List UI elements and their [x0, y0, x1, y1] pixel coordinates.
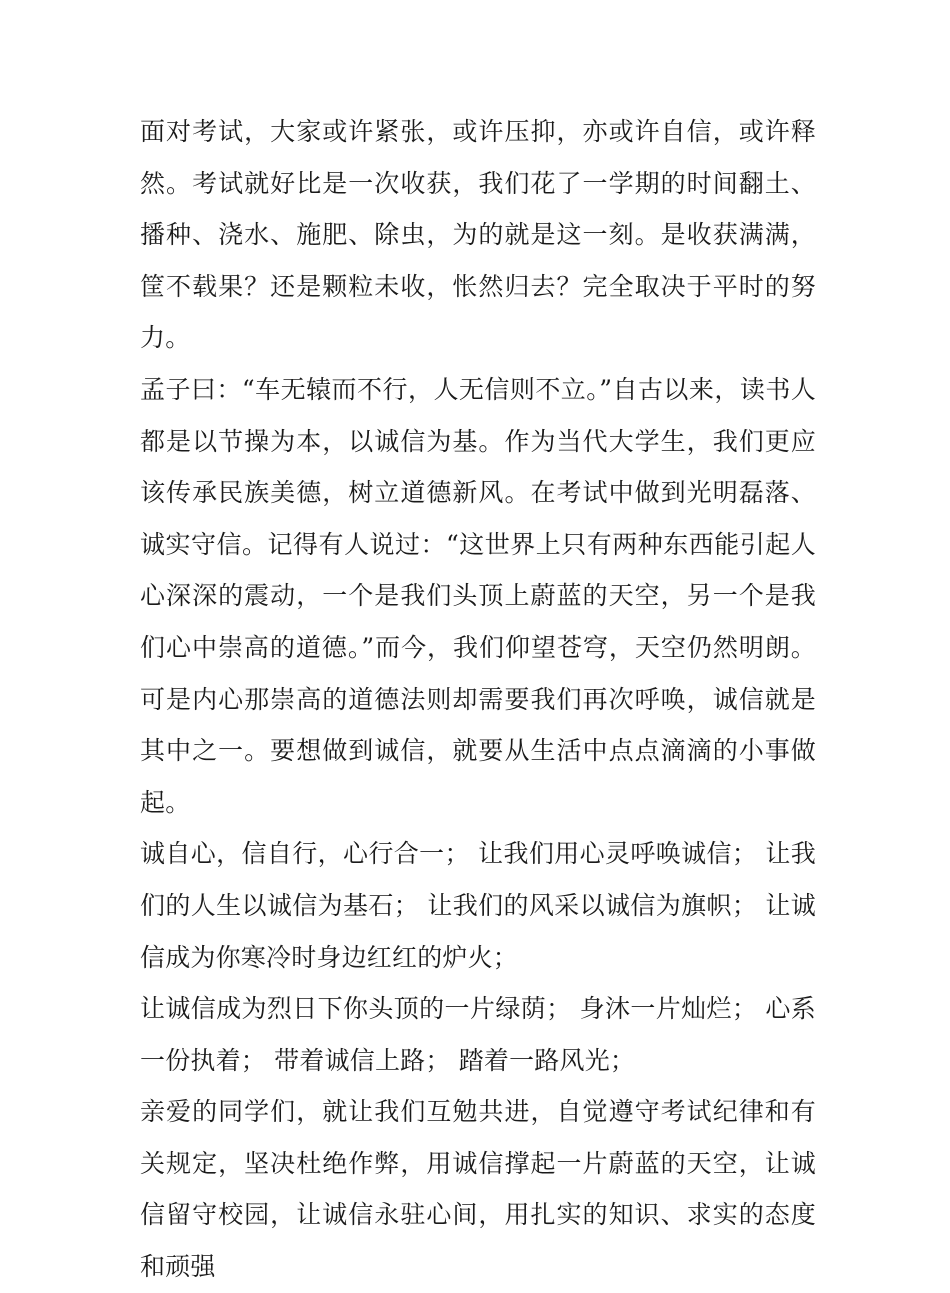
paragraph-integrity-shade: 让诚信成为烈日下你头顶的一片绿荫； 身沐一片灿烂； 心系一份执着； 带着诚信上路； 踏着一路风光；	[140, 994, 816, 1075]
paragraph-classmates-appeal: 亲爱的同学们，就让我们互勉共进，自觉遵守考试纪律和有关规定，坚决杜绝作弊，用诚信撑起一片蔚蓝的天空，让诚信留守校园，让诚信永驻心间，用扎实的知识、求实的态度和顽强	[140, 1097, 816, 1282]
document-body	[140, 106, 816, 1293]
paragraph-mencius-quote: 孟子曰：“车无辕而不行，人无信则不立。”自古以来，读书人都是以节操为本，以诚信为基。作为当代大学生，我们更应该传承民族美德，树立道德新风。在考试中做到光明磊落、诚实守信。记得有人说过：“这世界上只有两种东西能引起人心深深的震动，一个是我们头顶上蔚蓝的天空，另一个是我们心中崇高的道德。”而今，我们仰望苍穹，天空仍然明朗。可是内心那崇高的道德法则却需要我们再次呼唤，诚信就是其中之一。要想做到诚信，就要从生活中点点滴滴的小事做起。	[140, 374, 816, 817]
paragraph-exam-harvest: 面对考试，大家或许紧张，或许压抑，亦或许自信，或许释然。考试就好比是一次收获，我们花了一学期的时间翻土、播种、浇水、施肥、除虫，为的就是这一刻。是收获满满，筐不载果？还是颗粒未收，怅然归去？完全取决于平时的努力。	[140, 117, 816, 353]
paragraph-integrity-heart: 诚自心，信自行，心行合一； 让我们用心灵呼唤诚信； 让我们的人生以诚信为基石； 让我们的风采以诚信为旗帜； 让诚信成为你寒冷时身边红红的炉火；	[140, 839, 816, 972]
